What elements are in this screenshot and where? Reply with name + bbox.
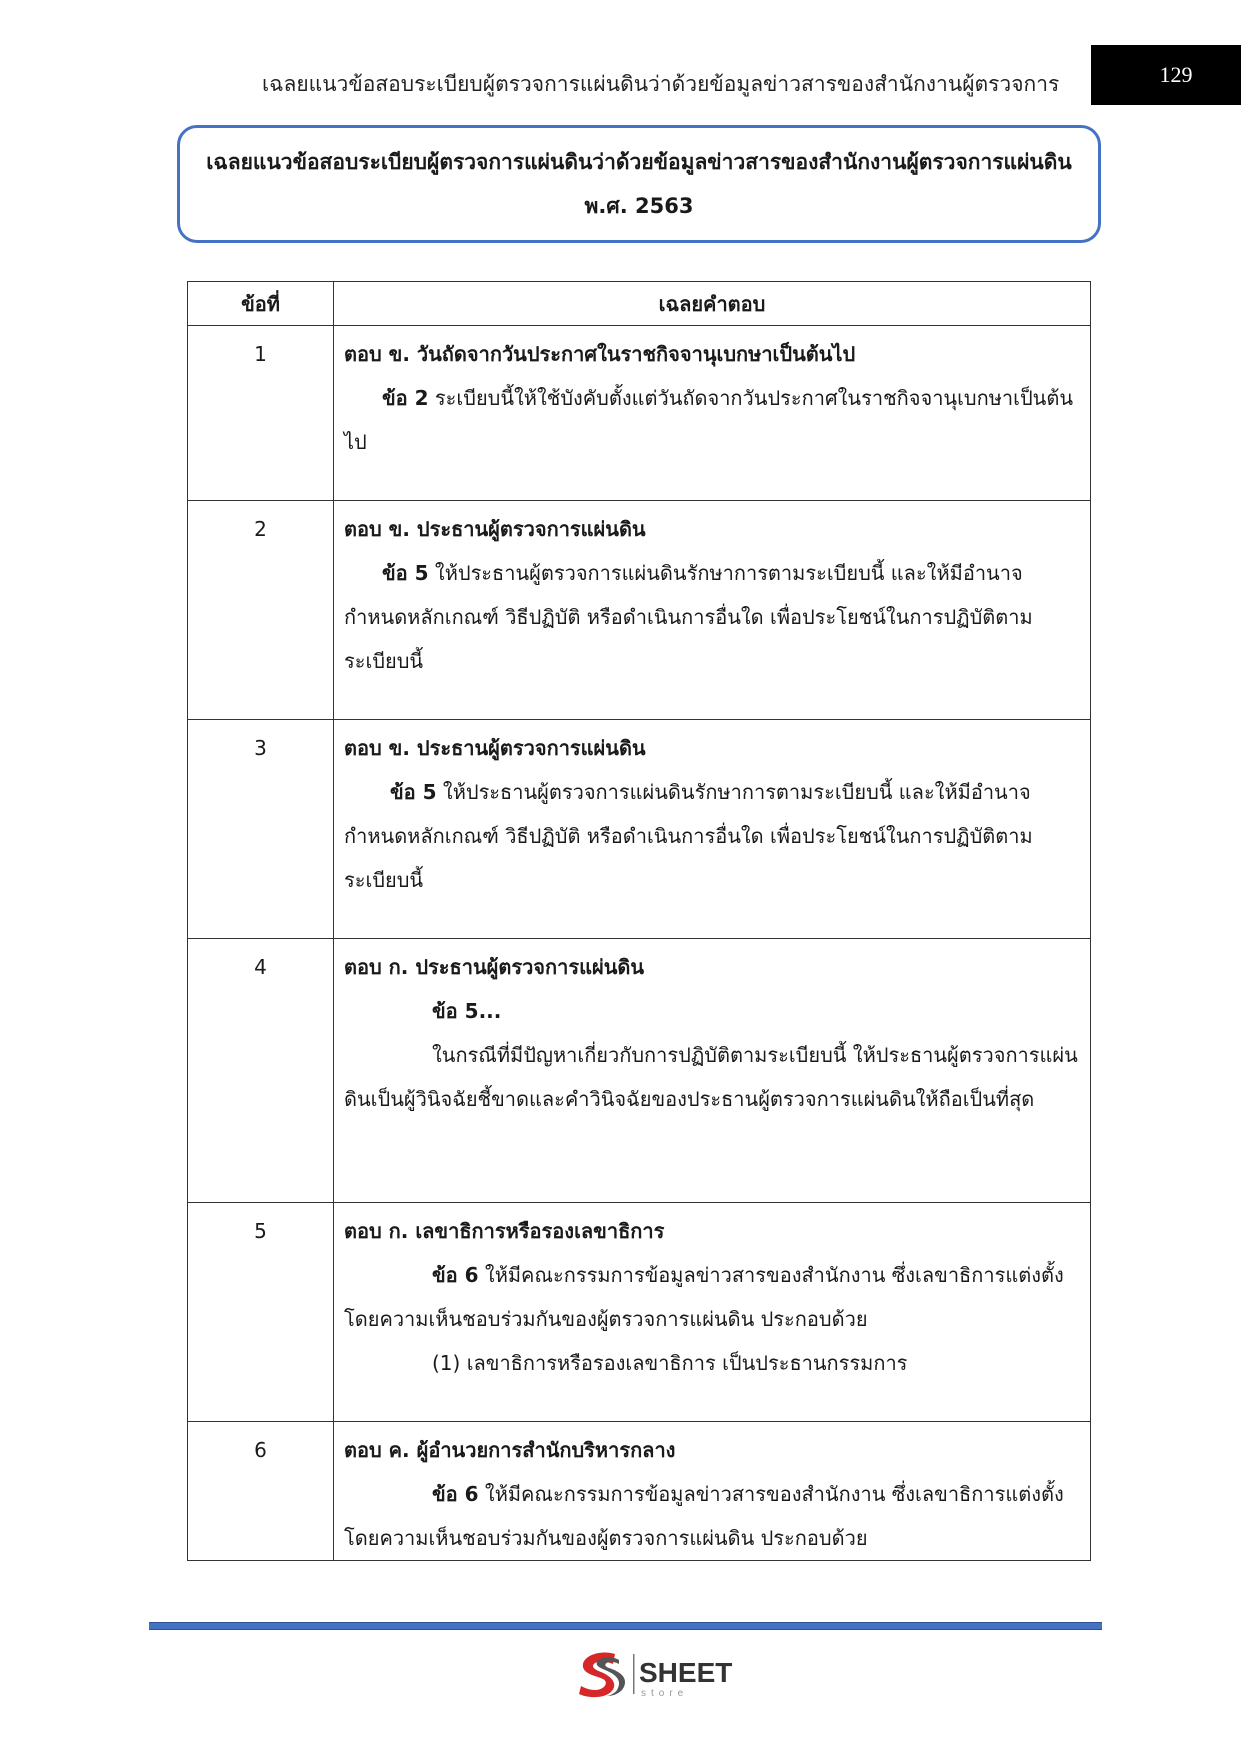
answer-table [187, 281, 1091, 1561]
table-row [188, 720, 1091, 939]
clause-text: ให้ประธานผู้ตรวจการแผ่นดินรักษาการตามระเบียบนี้ และให้มีอำนาจกำหนดหลักเกณฑ์ วิธีปฏิบัติ หรือดำเนินการอื่นใด เพื่อประโยชน์ในการปฏิบัติตามระเบียบนี้ [344, 561, 1033, 673]
sheet-store-logo-mark [579, 1652, 625, 1697]
answer-choice: ตอบ ข. ประธานผู้ตรวจการแผ่นดิน [344, 736, 646, 760]
clause-text: ในกรณีที่มีปัญหาเกี่ยวกับการปฏิบัติตามระเบียบนี้ ให้ประธานผู้ตรวจการแผ่นดินเป็นผู้วินิจฉัยชี้ขาดและคำวินิจฉัยของประธานผู้ตรวจการแผ่นดินให้ถือเป็นที่สุด [344, 1043, 1078, 1111]
table-row [188, 326, 1091, 501]
question-number: 2 [188, 501, 334, 720]
table-row [188, 501, 1091, 720]
question-number: 1 [188, 326, 334, 501]
table-row [188, 1203, 1091, 1422]
clause-ref: ข้อ 5... [432, 999, 502, 1023]
clause-ref: ข้อ 2 [382, 386, 429, 410]
answer-cell [334, 501, 1091, 720]
clause-ref: ข้อ 5 [390, 780, 437, 804]
logo-subtext: store [641, 1688, 689, 1699]
question-number: 5 [188, 1203, 334, 1422]
column-header-answer: เฉลยคำตอบ [334, 282, 1091, 326]
answer-choice: ตอบ ข. ประธานผู้ตรวจการแผ่นดิน [344, 517, 646, 541]
running-header: เฉลยแนวข้อสอบระเบียบผู้ตรวจการแผ่นดินว่าด้วยข้อมูลข่าวสารของสำนักงานผู้ตรวจการ [262, 72, 1060, 96]
answer-cell [334, 1203, 1091, 1422]
answer-cell [334, 326, 1091, 501]
clause-ref: ข้อ 6 [432, 1482, 479, 1506]
clause-ref: ข้อ 6 [432, 1263, 479, 1287]
answer-choice: ตอบ ก. เลขาธิการหรือรองเลขาธิการ [344, 1219, 665, 1243]
table-row [188, 1422, 1091, 1561]
answer-cell [334, 1422, 1091, 1561]
clause-item: (1) เลขาธิการหรือรองเลขาธิการ เป็นประธานกรรมการ [432, 1351, 908, 1375]
question-number: 4 [188, 939, 334, 1203]
answer-choice: ตอบ ค. ผู้อำนวยการสำนักบริหารกลาง [344, 1438, 676, 1462]
answer-cell [334, 720, 1091, 939]
page-number: 129 [1091, 45, 1241, 105]
clause-text: ให้มีคณะกรรมการข้อมูลข่าวสารของสำนักงาน ซึ่งเลขาธิการแต่งตั้งโดยความเห็นชอบร่วมกันของผู้ตรวจการแผ่นดิน ประกอบด้วย [344, 1482, 1064, 1550]
document-title-box [177, 125, 1101, 243]
answer-choice: ตอบ ข. วันถัดจากวันประกาศในราชกิจจานุเบกษาเป็นต้นไป [344, 342, 856, 366]
sheet-store-logo [575, 1646, 775, 1700]
clause-ref: ข้อ 5 [382, 561, 429, 585]
footer-rule [149, 1622, 1102, 1630]
column-header-no: ข้อที่ [188, 282, 334, 326]
logo-text: SHEET [639, 1657, 733, 1688]
question-number: 6 [188, 1422, 334, 1561]
clause-text: ระเบียบนี้ให้ใช้บังคับตั้งแต่วันถัดจากวันประกาศในราชกิจจานุเบกษาเป็นต้นไป [344, 386, 1074, 454]
document-title: เฉลยแนวข้อสอบระเบียบผู้ตรวจการแผ่นดินว่าด้วยข้อมูลข่าวสารของสำนักงานผู้ตรวจการแผ่นดิน [206, 150, 1072, 174]
answer-cell [334, 939, 1091, 1203]
document-title-year: พ.ศ. 2563 [584, 194, 694, 218]
clause-text: ให้มีคณะกรรมการข้อมูลข่าวสารของสำนักงาน ซึ่งเลขาธิการแต่งตั้งโดยความเห็นชอบร่วมกันของผู้ตรวจการแผ่นดิน ประกอบด้วย [344, 1263, 1064, 1331]
question-number: 3 [188, 720, 334, 939]
table-header-row [188, 282, 1091, 326]
answer-choice: ตอบ ก. ประธานผู้ตรวจการแผ่นดิน [344, 955, 645, 979]
table-row [188, 939, 1091, 1203]
clause-text: ให้ประธานผู้ตรวจการแผ่นดินรักษาการตามระเบียบนี้ และให้มีอำนาจกำหนดหลักเกณฑ์ วิธีปฏิบัติ หรือดำเนินการอื่นใด เพื่อประโยชน์ในการปฏิบัติตามระเบียบนี้ [344, 780, 1033, 892]
